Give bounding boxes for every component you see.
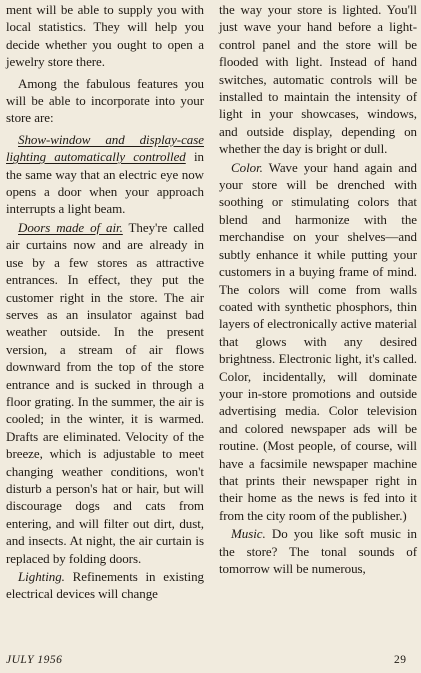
text-show-window-lighting: in the same way that an electric eye now opens a door when your approach interrupts a light beam. (6, 149, 204, 217)
paragraph-color (219, 159, 417, 525)
paragraph-continuation: ment will be able to supply you with local statistics. They will help you decide whether you ought to open a jewelry store there. (6, 2, 204, 70)
paragraph-doors-of-air (6, 219, 204, 567)
paragraph-show-window-lighting (6, 131, 204, 218)
footer-issue-date: JULY 1956 (6, 654, 63, 666)
heading-show-window-lighting: Show-window and display-case lighting automatically controlled (6, 131, 204, 165)
heading-lighting: Lighting. (18, 569, 65, 584)
heading-color: Color. (231, 159, 263, 175)
text-music: Do you like soft music in the store? The tonal sounds of tomorrow will be numerous, (219, 526, 417, 576)
heading-music: Music. (231, 526, 266, 542)
paragraph-music (219, 525, 417, 577)
paragraph-lighting (6, 568, 204, 603)
heading-doors-of-air: Doors made of air. (18, 219, 123, 235)
text-color: Wave your hand again and your store will be drenched with soothing or stimulating colors that blend and harmonize with the merchandise on your shelves—and subtly enhance it while putting your customers in a buying frame of mind. The colors will come from walls coated with synthetic phosphors, thin layers of electronically active material that glows with any desired brightness. Electronic light, it's called. Color, incidentally, will dominate your in-store promotions and outside advertising media. Color television and colored newspaper ads will be routine. (Most people, of course, will have a facsimile newspaper machine that prints their newspaper right in their home as the news is fed into it from the city room of the publisher.) (219, 159, 417, 523)
text-doors-of-air: They're called air curtains now and are already in use by a few stores as attractive entrances. In effect, they put the customer right in the store. The air serves as an insulator against bad weather outside. In the present version, a stream of air flows downward from the top of the store entrance and is sucked in through a floor grating. In the summer, the air is cooled; in the winter, it is warmed. Drafts are eliminated. Velocity of the breeze, which is adjustable to meet changing weather conditions, won't disturb a person's hat or hair, but will discourage dogs and cats from entering, and will filter out dirt, dust, and insects. At night, the air curtain is replaced by folding doors. (6, 219, 205, 566)
paragraph-features-intro: Among the fabulous features you will be able to incorporate into your store are: (6, 75, 204, 126)
page-number: 29 (394, 654, 407, 666)
article-column-left (6, 1, 204, 603)
text-lighting: Refinements in existing electrical devices will change (6, 569, 204, 602)
paragraph-lighting-continued: the way your store is lighted. You'll just wave your hand before a light-control panel and the store will be flooded with light. Instead of hand switches, automatic controls will be installed to maintain the intensity of light in your showcases, windows, and outside display, depending on whether the day is bright or dull. (219, 2, 417, 157)
article-column-right (219, 1, 417, 577)
